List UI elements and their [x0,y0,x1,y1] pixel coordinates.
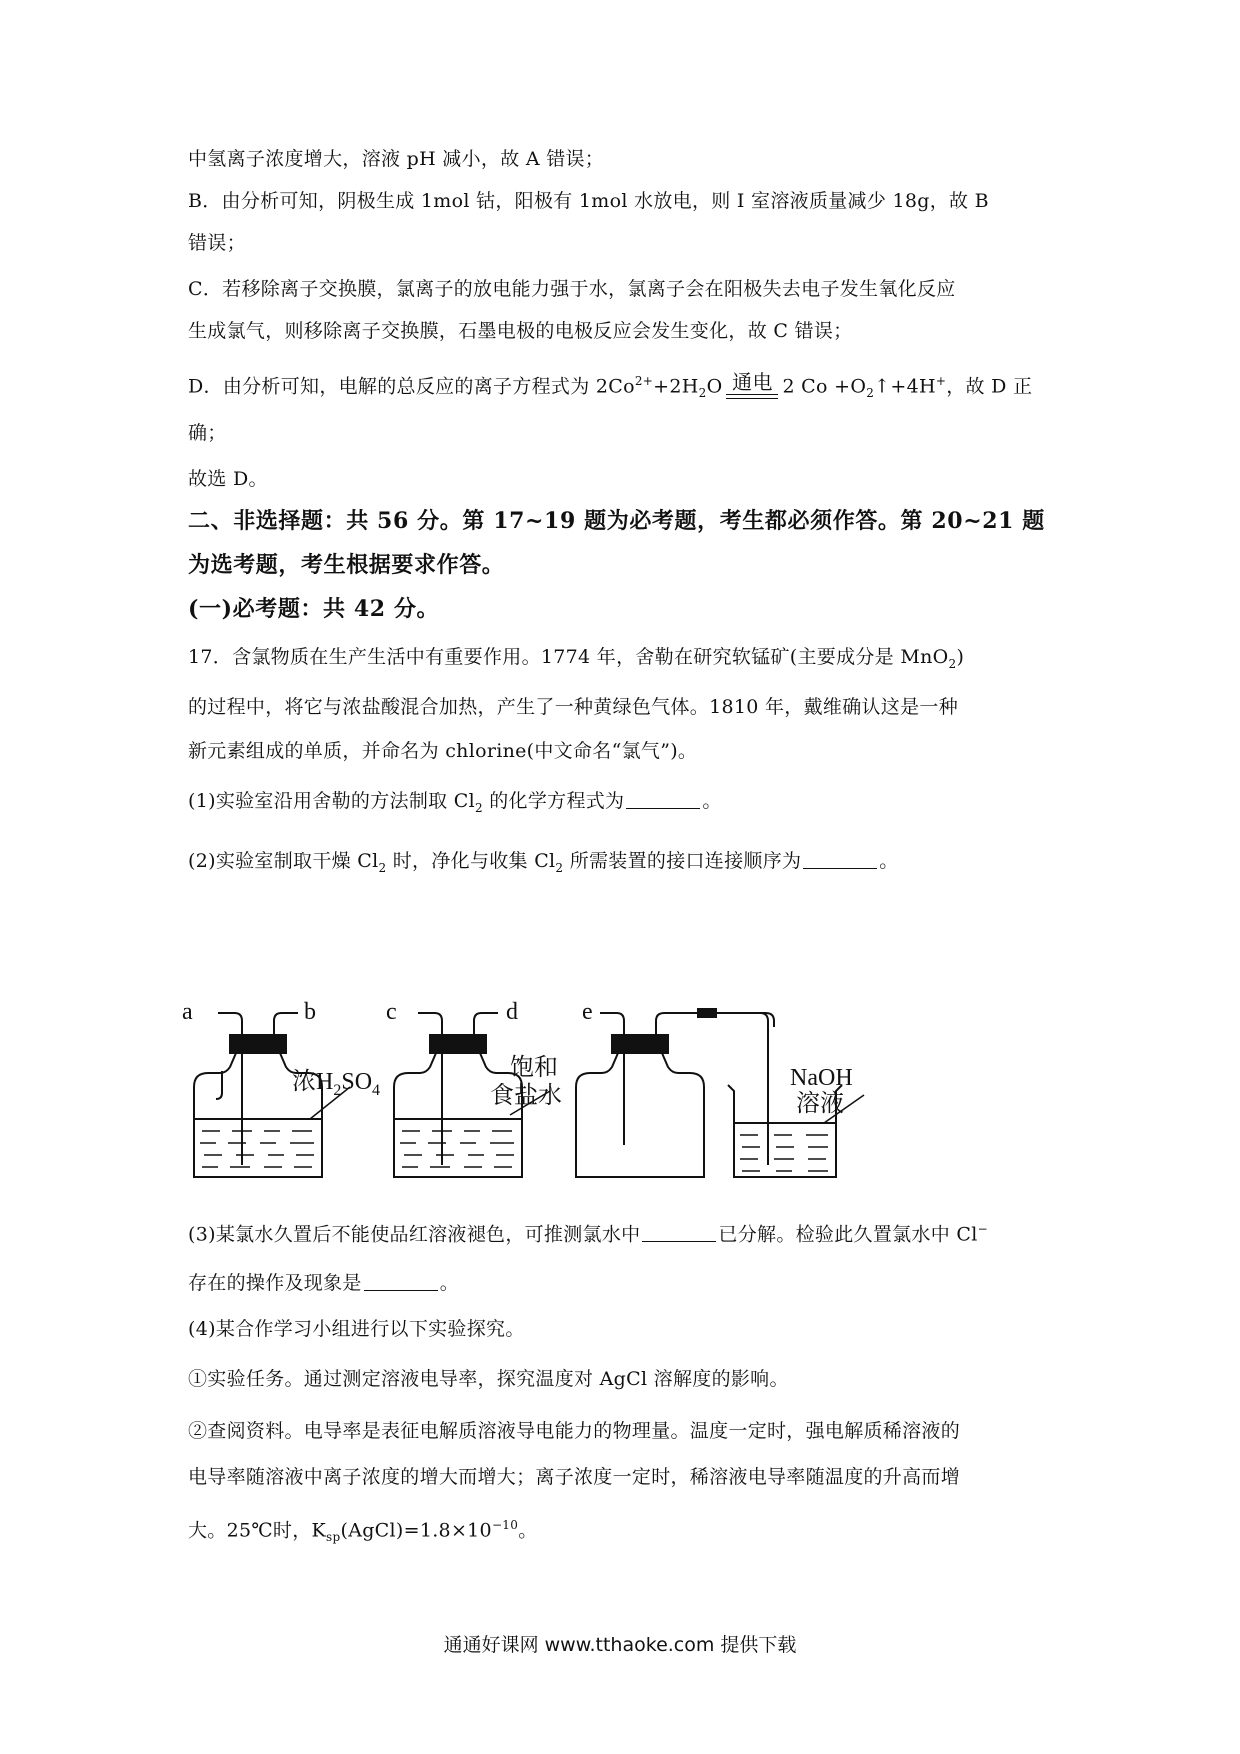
subscript: 2 [948,656,957,671]
text-span: (3)某氯水久置后不能使品红溶液褪色，可推测氯水中 [188,1223,641,1246]
text-span: (AgCl)=1.8×10 [340,1519,492,1542]
port-label-e: e [582,999,593,1025]
text-span: 。 [518,1519,538,1542]
superscript: −10 [491,1518,519,1532]
text-line: 错误； [188,232,246,254]
text-span: 。 [879,850,899,872]
text-line: 中氢离子浓度增大，溶液 pH 减小，故 A 错误； [188,148,605,170]
question-line [188,1512,538,1550]
question-line [188,848,899,881]
question-line: 电导率随溶液中离子浓度的增大而增大；离子浓度一定时，稀溶液电导率随温度的升高而增 [188,1466,961,1488]
superscript: − [977,1222,988,1236]
text-span: ) [956,646,965,668]
text-span: 2 Co +O [782,375,867,398]
question-line: 的过程中，将它与浓盐酸混合加热，产生了一种黄绿色气体。1810 年，戴维确认这是一种 [188,696,958,718]
subscript: 2 [698,386,707,401]
text-span: 所需装置的接口连接顺序为 [569,850,802,872]
subscript: sp [326,1530,341,1545]
subscript: 2 [555,860,564,875]
text-line: 确； [188,422,227,444]
answer-blank[interactable] [626,790,700,809]
text-line: 故选 D。 [188,468,268,490]
question-line: 新元素组成的单质，并命名为 chlorine(中文命名“氯气”)。 [188,740,698,762]
text-line: C．若移除离子交换膜，氯离子的放电能力强于水，氯离子会在阳极失去电子发生氧化反应 [188,278,956,300]
port-label-c: c [386,999,397,1025]
text-span: 。 [702,790,722,812]
port-label-b: b [304,999,316,1025]
apparatus-figure [180,995,1000,1195]
superscript: + [935,374,947,388]
port-label-d: d [506,999,518,1025]
text-span: ↑+4H [874,375,936,398]
question-line [188,644,964,677]
text-span: (2)实验室制取干燥 Cl [188,850,379,872]
condition-text: 通电 [732,370,773,395]
text-span: +2H [653,375,699,398]
reagent-label-naoh-1: NaOH [790,1065,853,1091]
reagent-label-brine-1: 饱和 [510,1055,558,1081]
answer-blank[interactable] [364,1272,438,1291]
text-span: O [706,375,723,398]
subscript: 2 [866,386,875,401]
section-heading: 为选考题，考生根据要求作答。 [188,552,505,578]
section-heading: 二、非选择题：共 56 分。第 17~19 题为必考题，考生都必须作答。第 20~21 题 [188,508,1045,534]
question-line [188,1216,988,1247]
collection-bottle [576,1009,774,1177]
text-span: 已分解。检验此久置氯水中 Cl [718,1223,978,1246]
reagent-label-naoh-2: 溶液 [796,1091,844,1117]
question-line: (4)某合作学习小组进行以下实验探究。 [188,1318,525,1340]
question-line: ②查阅资料。电导率是表征电解质溶液导电能力的物理量。温度一定时，强电解质稀溶液的 [188,1420,961,1442]
text-span: 的化学方程式为 [489,790,625,812]
text-span: 时，净化与收集 Cl [392,850,556,872]
superscript: 2+ [634,374,654,388]
subscript: 2 [474,800,483,815]
text-line: 生成氯气，则移除离子交换膜，石墨电极的电极反应会发生变化，故 C 错误； [188,320,853,342]
section-heading: (一)必考题：共 42 分。 [188,596,440,622]
question-line [188,1270,459,1296]
question-line [188,788,722,821]
subscript: 2 [378,860,387,875]
gas-washing-bottle-1 [194,1013,350,1177]
text-span: D．由分析可知，电解的总反应的离子方程式为 2Co [188,375,635,398]
page-footer: 通通好课网 www.tthaoke.com 提供下载 [443,1634,797,1656]
text-span: 存在的操作及现象是 [188,1272,362,1294]
text-span: ，故 D 正 [946,375,1033,398]
port-label-a: a [182,999,193,1025]
reagent-label-brine-2: 食盐水 [490,1083,562,1109]
answer-blank[interactable] [642,1223,716,1242]
reagent-label-h2so4: 浓$H_2SO_4$ [292,1069,381,1099]
text-span: (1)实验室沿用舍勒的方法制取 Cl [188,790,475,812]
text-span: 17．含氯物质在生产生活中有重要作用。1774 年，舍勒在研究软锰矿(主要成分是 MnO [188,646,949,668]
question-line: ①实验任务。通过测定溶液电导率，探究温度对 AgCl 溶解度的影响。 [188,1368,789,1390]
text-span: 。 [439,1272,460,1294]
text-span: 大。25℃时，K [188,1519,327,1542]
answer-blank[interactable] [803,850,877,869]
equation-line [188,368,1032,406]
text-line: B．由分析可知，阴极生成 1mol 钴，阳极有 1mol 水放电，则 I 室溶液质量减少 18g，故 B [188,190,989,212]
reaction-condition [726,372,778,399]
